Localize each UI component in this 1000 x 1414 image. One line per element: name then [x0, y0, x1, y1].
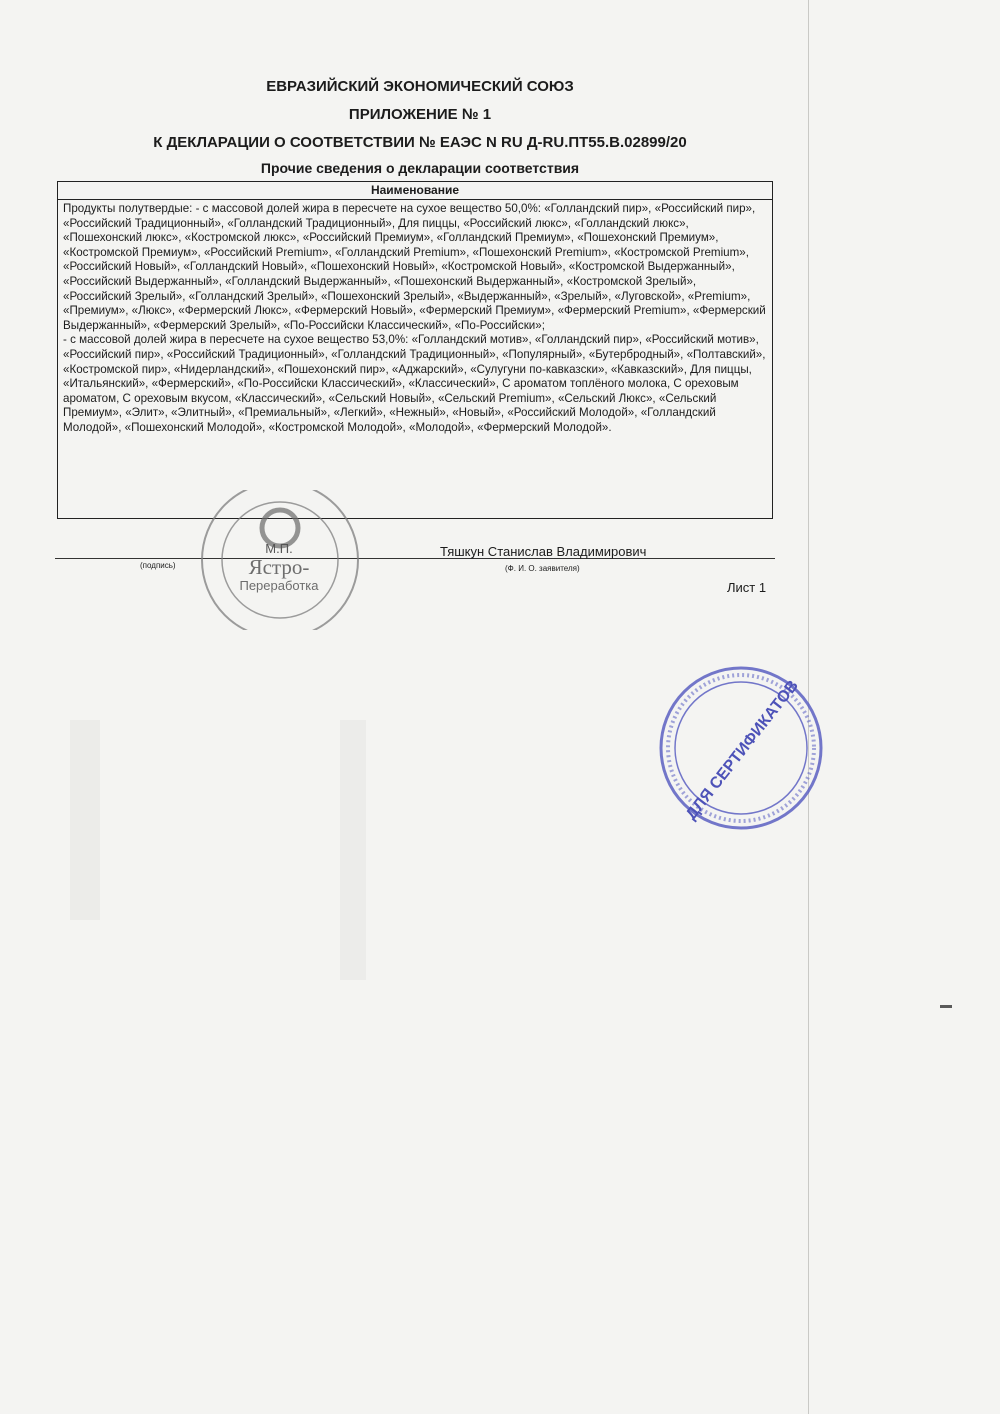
- table-header: Наименование: [58, 182, 772, 200]
- company-stamp: [193, 490, 368, 630]
- signature-caption: (подпись): [140, 561, 176, 570]
- stamp-brand2: Переработка: [239, 578, 319, 593]
- appendix-title: ПРИЛОЖЕНИЕ № 1: [348, 106, 492, 123]
- sheet-number: Лист 1: [727, 580, 767, 595]
- stamp-right-text: ДЛЯ СЕРТИФИКАТОВ: [682, 677, 802, 824]
- subtitle: Прочие сведения о декларации соответствия: [260, 160, 580, 176]
- applicant-name: Тяшкун Станислав Владимирович: [440, 544, 647, 559]
- scan-bleed-mark: [340, 720, 366, 980]
- union-title: ЕВРАЗИЙСКИЙ ЭКОНОМИЧЕСКИЙ СОЮЗ: [266, 78, 574, 95]
- signature-line: [55, 558, 775, 559]
- stamp-mp: М.П.: [265, 541, 293, 556]
- stamp-brand: Ястро-: [248, 555, 310, 579]
- declaration-title: К ДЕКЛАРАЦИИ О СООТВЕТСТВИИ № ЕАЭС N RU Д-RU.ПТ55.В.02899/20: [153, 134, 687, 151]
- table-body-text: Продукты полутвердые: - с массовой долей жира в пересчете на сухое вещество 50,0%: «Голландский пир», «Российский пир», «Российский Традиционный», «Голландский Традиционный», Для пиццы, «Российский люкс», «Голландский люкс», «Пошехонский люкс», «Костромской люкс», «Российский Премиум», «Голландский Премиум», «Пошехонский Премиум», «Костромской Премиум», «Российский Premium», «Голландский Premium», «Пошехонский Premium», «Костромской Premium», «Российский Новый», «Голландский Новый», «Пошехонский Новый», «Костромской Новый», «Костромской Выдержанный», «Российский Выдержанный», «Голландский Выдержанный», «Пошехонский Выдержанный», «Костромской Зрелый», «Российский Зрелый», «Голландский Зрелый», «Пошехонский Зрелый», «Выдержанный», «Зрелый», «Луговской», «Premium», «Премиум», «Люкс», «Фермерский Люкс», «Фермерский Новый», «Фермерский Премиум», «Фермерский Premium», «Фермерский Выдержанный», «Фермерский Зрелый», «По-Российски Классический», «По-Российски»; - с массовой долей жира в пересчете на сухое вещество 53,0%: «Голландский мотив», «Голландский пир», «Российский мотив», «Российский пир», «Российский Традиционный», «Голландский Традиционный», «Популярный», «Бутербродный», «Полтавский», «Костромской пир», «Нидерландский», «Пошехонский пир», «Аджарский», «Сулугуни по-кавказски», «Кавказский», Для пиццы, «Итальянский», «Фермерский», «По-Российски Классический», «Классический», С ароматом топлёного молока, С ореховым ароматом, С ореховым вкусом, «Классический», «Сельский Новый», «Сельский Premium», «Сельский Люкс», «Сельский Премиум», «Элит», «Элитный», «Премиальный», «Легкий», «Нежный», «Новый», «Российский Молодой», «Голландский Молодой», «Пошехонский Молодой», «Костромской Молодой», «Молодой», «Фермерский Молодой».: [63, 202, 766, 434]
- name-caption: (Ф. И. О. заявителя): [505, 564, 580, 573]
- certification-stamp: [651, 658, 831, 838]
- scan-spot: [940, 1005, 952, 1008]
- scan-bleed-mark: [70, 720, 100, 920]
- products-table: [57, 181, 773, 519]
